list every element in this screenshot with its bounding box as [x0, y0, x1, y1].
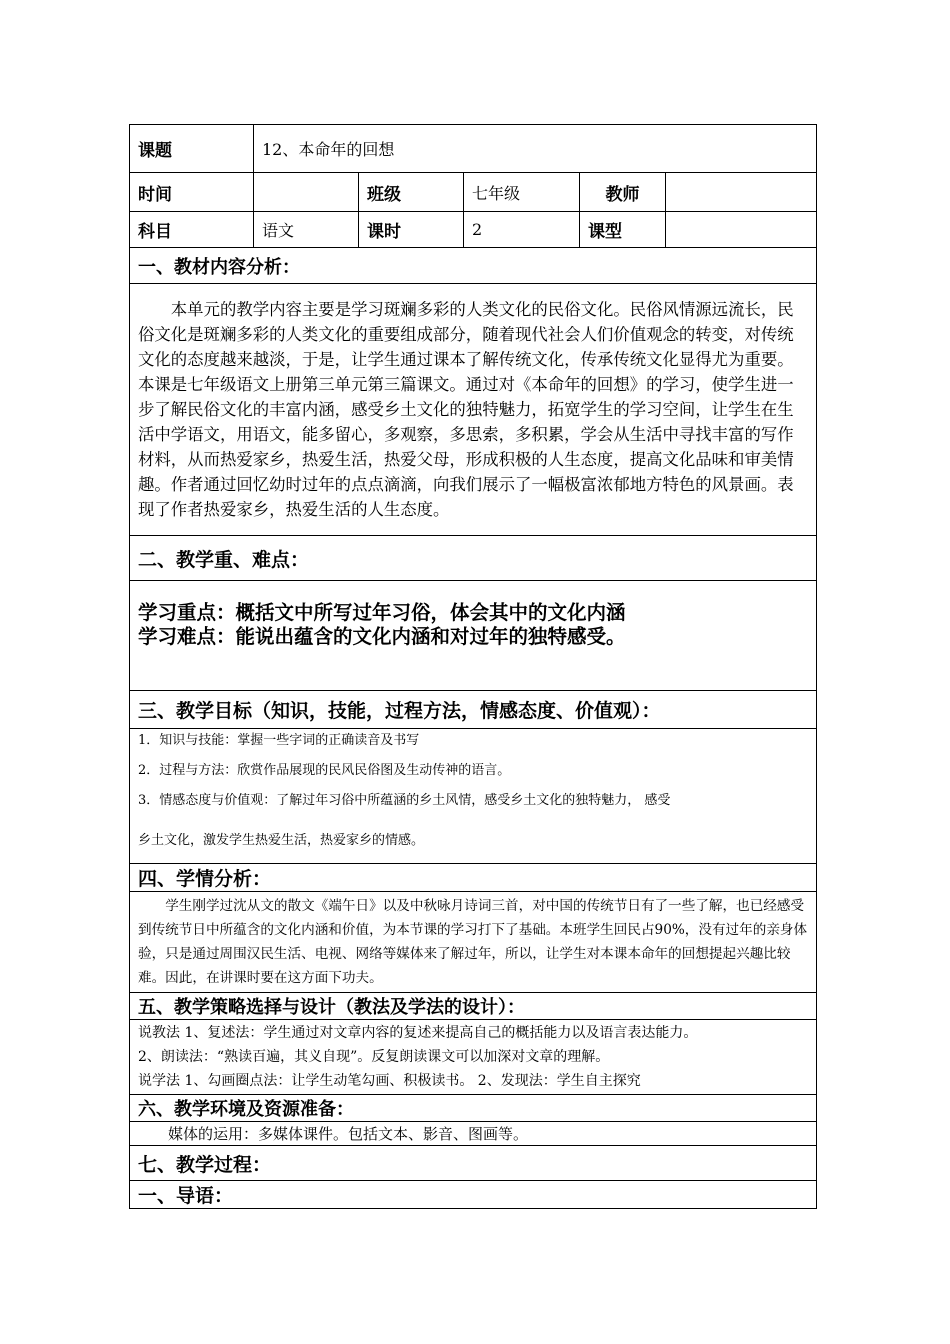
- subject-label: 科目: [130, 212, 254, 248]
- section-2-body: [130, 581, 817, 691]
- strategy-line-1: 说教法 1、复述法：学生通过对文章内容的复述来提高自己的概括能力以及语言表达能力。: [138, 1025, 698, 1041]
- class-label: 班级: [359, 173, 464, 212]
- section-1-body-row: [130, 284, 817, 536]
- type-label: 课型: [580, 212, 666, 248]
- strategy-line-3: 说学法 1、勾画圈点法：让学生动笔勾画、积极读书。 2、发现法：学生自主探究: [138, 1073, 641, 1089]
- type-value: [666, 212, 817, 248]
- section-4-body-row: [130, 892, 817, 993]
- section-1-text: 本单元的教学内容主要是学习斑斓多彩的人类文化的民俗文化。民俗风情源远流长，民俗文化是斑斓多彩的人类文化的重要组成部分，随着现代社会人们价值观念的转变，对传统文化的态度越来越淡，于是，让学生通过课本了解传统文化，传承传统文化显得尤为重要。本课是七年级语文上册第三单元第三篇课文。通过对《本命年的回想》的学习，使学生进一步了解民俗文化的丰富内涵，感受乡土文化的独特魅力，拓宽学生的学习空间，让学生在生活中学语文，用语文，能多留心，多观察，多思索，多积累，学会从生活中寻找丰富的写作材料，从而热爱家乡，热爱生活，热爱父母，形成积极的人生态度，提高文化品味和审美情趣。作者通过回忆幼时过年的点点滴滴，向我们展示了一幅极富浓郁地方特色的风景画。表现了作者热爱家乡，热爱生活的人生态度。: [130, 284, 817, 536]
- topic-label: 课题: [130, 125, 254, 173]
- teacher-value: [666, 173, 817, 212]
- goal-3a: 3．情感态度与价值观：了解过年习俗中所蕴涵的乡土风情，感受乡土文化的独特魅力， 感受: [138, 793, 671, 808]
- topic-value: 12、本命年的回想: [254, 125, 817, 173]
- teacher-label: 教师: [580, 173, 666, 212]
- section-3-title: 三、教学目标（知识，技能，过程方法，情感态度、价值观）：: [130, 691, 817, 729]
- section-2-title-row: [130, 536, 817, 581]
- section-6-title: 六、教学环境及资源准备：: [130, 1095, 817, 1122]
- hours-label: 课时: [359, 212, 464, 248]
- strategy-line-2: 2、朗读法：“熟读百遍，其义自现”。反复朗读课文可以加深对文章的理解。: [138, 1049, 610, 1065]
- time-class-row: [130, 173, 817, 212]
- hours-value: 2: [464, 212, 580, 248]
- section-3-title-row: [130, 691, 817, 729]
- key-point: 学习重点：概括文中所写过年习俗，体会其中的文化内涵: [138, 600, 626, 624]
- section-3-body-row: [130, 729, 817, 864]
- section-2-body-row: [130, 581, 817, 691]
- section-6-text: 媒体的运用：多媒体课件。包括文本、影音、图画等。: [130, 1122, 817, 1146]
- section-1-title: 一、教材内容分析：: [130, 248, 817, 284]
- subject-value: 语文: [254, 212, 359, 248]
- section-3-body: [130, 729, 817, 864]
- goal-3b: 乡土文化，激发学生热爱生活，热爱家乡的情感。: [138, 833, 425, 848]
- difficult-point: 学习难点：能说出蕴含的文化内涵和对过年的独特感受。: [138, 624, 626, 648]
- section-5-title: 五、教学策略选择与设计（教法及学法的设计）：: [130, 993, 817, 1020]
- section-4-title: 四、学情分析：: [130, 864, 817, 892]
- section-7-subtitle: 一、导语：: [130, 1181, 817, 1209]
- section-5-title-row: [130, 993, 817, 1020]
- class-value: 七年级: [464, 173, 580, 212]
- goal-1: 1．知识与技能：掌握一些字词的正确读音及书写: [138, 733, 420, 748]
- section-5-body: [130, 1020, 817, 1095]
- section-1-title-row: [130, 248, 817, 284]
- section-6-title-row: [130, 1095, 817, 1122]
- topic-row: [130, 125, 817, 173]
- subject-row: [130, 212, 817, 248]
- time-value: [254, 173, 359, 212]
- section-6-body-row: [130, 1122, 817, 1146]
- section-5-body-row: [130, 1020, 817, 1095]
- section-7-title: 七、教学过程：: [130, 1146, 817, 1181]
- section-7-title-row: [130, 1146, 817, 1181]
- section-4-text: 学生刚学过沈从文的散文《端午日》以及中秋咏月诗词三首，对中国的传统节日有了一些了解，也已经感受到传统节日中所蕴含的文化内涵和价值，为本节课的学习打下了基础。本班学生回民占90%，没有过年的亲身体验，只是通过周围汉民生活、电视、网络等媒体来了解过年，所以，让学生对本课本命年的回想提起兴趣比较难。因此，在讲课时要在这方面下功夫。: [130, 892, 817, 993]
- time-label: 时间: [130, 173, 254, 212]
- section-7-sub-row: [130, 1181, 817, 1209]
- goal-2: 2．过程与方法：欣赏作品展现的民风民俗图及生动传神的语言。: [138, 763, 511, 778]
- lesson-plan-table: [129, 124, 817, 1209]
- section-2-title: 二、教学重、难点：: [130, 536, 817, 581]
- section-4-title-row: [130, 864, 817, 892]
